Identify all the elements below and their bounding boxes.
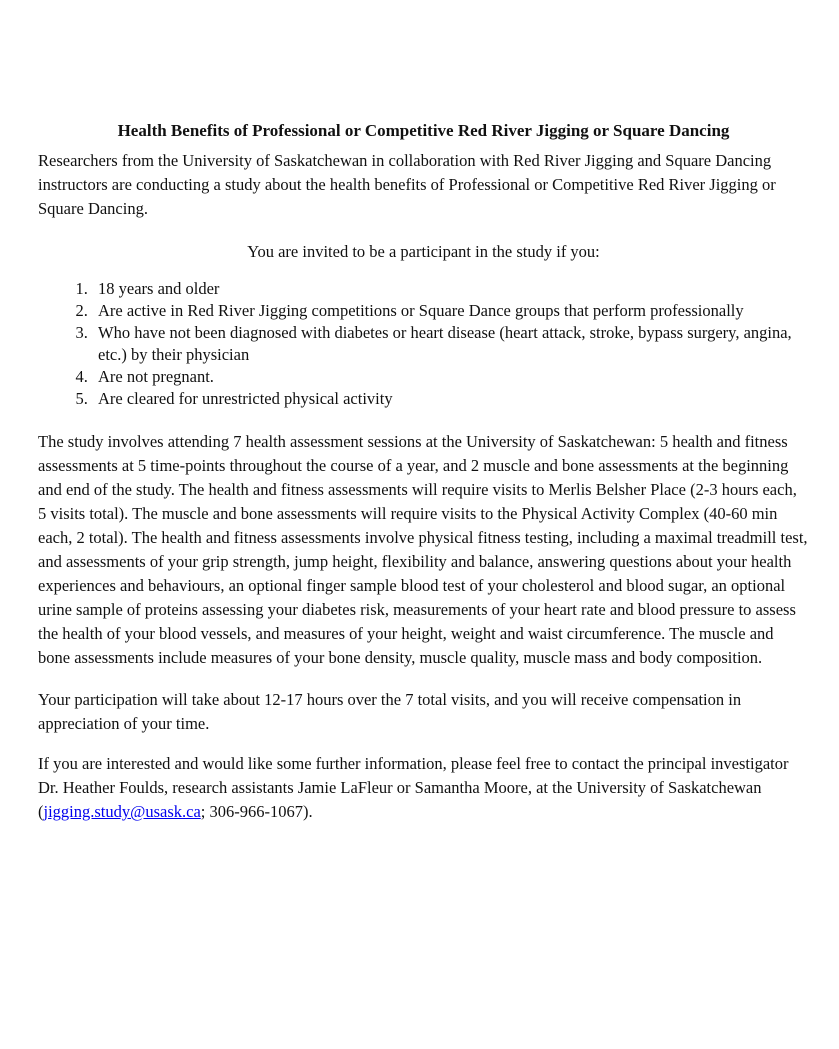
eligibility-item: 2. Are active in Red River Jigging competitions or Square Dance groups that perform professionally — [92, 300, 809, 322]
eligibility-list — [38, 278, 809, 410]
participation-paragraph: Your participation will take about 12-17 hours over the 7 total visits, and you will receive compensation in appreciation of your time. — [38, 690, 742, 733]
eligibility-item: 4. Are not pregnant. — [92, 366, 809, 388]
invitation-line: You are invited to be a participant in the study if you: — [247, 242, 600, 261]
contact-text-before-link: If you are interested and would like some further information, please feel free to contact the principal investigator Dr. Heather Foulds, research assistants Jamie LaFleur or Samantha Moore, at the University of Saskatchewan ( — [38, 754, 789, 821]
eligibility-item: 1. 18 years and older — [92, 278, 809, 300]
email-link[interactable]: jigging.study@usask.ca — [43, 802, 201, 821]
contact-text-after-link: ; 306-966-1067). — [200, 802, 313, 821]
eligibility-item: 5. Are cleared for unrestricted physical activity — [92, 388, 809, 410]
eligibility-item: 3. Who have not been diagnosed with diabetes or heart disease (heart attack, stroke, bypass surgery, angina, etc.) by their physician — [92, 322, 809, 366]
contact-paragraph — [38, 752, 809, 824]
study-details-paragraph: The study involves attending 7 health assessment sessions at the University of Saskatchewan: 5 health and fitness assessments at 5 time-points throughout the course of a year, and 2 muscle and bone assessments at the beginning and end of the study. The health and fitness assessments will require visits to Merlis Belsher Place (2-3 hours each, 5 visits total). The muscle and bone assessments will require visits to the Physical Activity Complex (40-60 min each, 2 total). The health and fitness assessments involve physical fitness testing, including a maximal treadmill test, and assessments of your grip strength, jump height, flexibility and balance, answering questions about your health experiences and behaviours, an optional finger sample blood test of your cholesterol and blood sugar, an optional urine sample of proteins assessing your diabetes risk, measurements of your heart rate and blood pressure to assess the health of your blood vessels, and measures of your height, weight and waist circumference. The muscle and bone assessments include measures of your bone density, muscle quality, muscle mass and body composition. — [38, 432, 808, 667]
intro-paragraph: Researchers from the University of Saskatchewan in collaboration with Red River Jigging and Square Dancing instructors are conducting a study about the health benefits of Professional or Competitive Red River Jigging or Square Dancing. — [38, 151, 776, 218]
document-title: Health Benefits of Professional or Competitive Red River Jigging or Square Dancing — [117, 121, 730, 140]
